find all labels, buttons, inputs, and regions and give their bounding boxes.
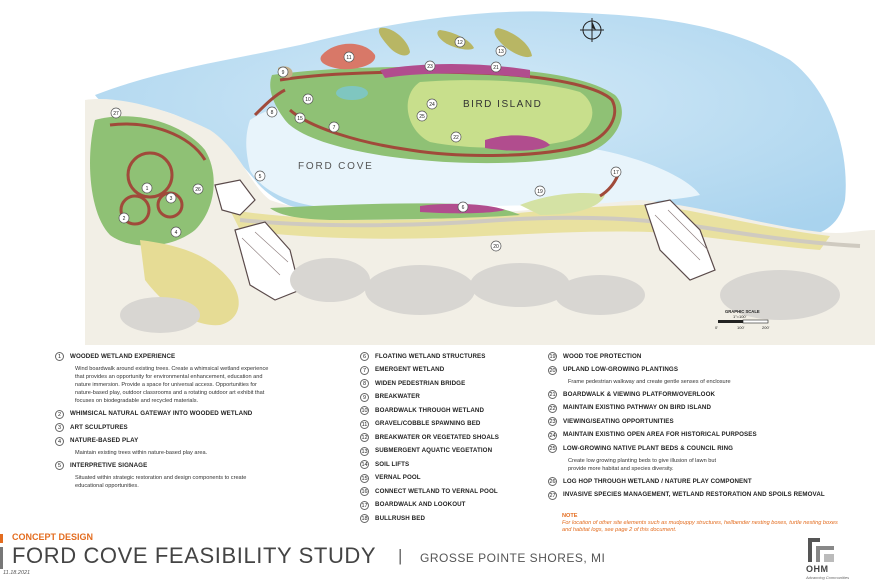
svg-text:17: 17 <box>613 169 619 176</box>
svg-text:1: 1 <box>145 185 149 192</box>
svg-text:15: 15 <box>297 115 303 122</box>
legend-item-number: 24 <box>549 432 556 439</box>
legend-item <box>55 410 335 419</box>
scale-title: GRAPHIC SCALE <box>725 309 760 314</box>
svg-text:13: 13 <box>498 48 504 55</box>
legend-item <box>360 420 540 429</box>
ohm-logo-icon <box>806 536 836 564</box>
site-marker-27 <box>111 108 121 118</box>
site-marker-3 <box>166 193 176 203</box>
legend-item <box>548 390 858 399</box>
legend-item <box>55 437 335 446</box>
site-marker-15 <box>295 113 305 123</box>
svg-text:26: 26 <box>195 186 201 193</box>
legend-item-number: 4 <box>55 437 64 446</box>
ohm-brand: OHM <box>806 564 829 574</box>
legend-item-number: 20 <box>549 367 556 374</box>
site-marker-8 <box>267 107 277 117</box>
legend-item-title: BOARDWALK & VIEWING PLATFORM/OVERLOOK <box>563 390 716 398</box>
site-marker-22 <box>451 132 461 142</box>
legend-item <box>55 423 335 432</box>
legend-item-number: 16 <box>361 489 368 495</box>
note-label: NOTE <box>562 513 578 519</box>
legend-item <box>360 366 540 375</box>
legend-item <box>360 379 540 388</box>
legend-item-number: 11 <box>361 421 368 428</box>
svg-text:8: 8 <box>270 109 274 116</box>
scale-tick-0: 0' <box>715 325 718 330</box>
legend-item-title: MAINTAIN EXISTING PATHWAY ON BIRD ISLAND <box>563 404 712 412</box>
scale-tick-100: 100' <box>737 325 745 330</box>
svg-text:21: 21 <box>493 64 499 71</box>
title-separator: | <box>398 546 403 565</box>
site-marker-4 <box>171 227 181 237</box>
legend-item-title: UPLAND LOW-GROWING PLANTINGS <box>563 366 679 373</box>
legend-item-number: 22 <box>549 405 556 412</box>
note-text: For location of other site elements such as mudpuppy structures, hellbender nesting boxes, turtle nesting boxes and habitat logs, see page 2 of this document. <box>562 520 838 533</box>
vernal-pool <box>336 86 368 100</box>
ford-cove-label: FORD COVE <box>298 161 374 172</box>
site-marker-17 <box>611 167 621 177</box>
site-marker-19 <box>535 186 545 196</box>
svg-text:24: 24 <box>429 101 435 108</box>
legend-item-number: 14 <box>361 462 368 468</box>
legend-item-title: SUBMERGENT AQUATIC VEGETATION <box>375 447 493 454</box>
svg-text:22: 22 <box>453 134 459 141</box>
legend-item-title: BREAKWATER <box>375 393 420 400</box>
svg-text:12: 12 <box>457 39 463 46</box>
concept-design-label: CONCEPT DESIGN <box>12 532 94 542</box>
site-marker-12 <box>455 37 465 47</box>
legend-item-title: CONNECT WETLAND TO VERNAL POOL <box>375 487 498 495</box>
bird-island-label: BIRD ISLAND <box>463 99 543 110</box>
page-title: FORD COVE FEASIBILITY STUDY <box>12 543 377 568</box>
svg-text:6: 6 <box>461 204 465 211</box>
legend-column-1 <box>55 352 335 494</box>
legend-item-number: 1 <box>55 352 64 361</box>
legend-item <box>360 514 540 523</box>
legend-item-number: 23 <box>549 419 556 426</box>
legend-item-description: Situated within strategic restoration and design components to create educational opportunities. <box>75 474 247 489</box>
legend-item-number: 2 <box>55 410 64 419</box>
site-marker-23 <box>425 61 435 71</box>
legend-item-number: 7 <box>360 366 369 375</box>
legend-item-title: VERNAL POOL <box>375 474 421 481</box>
legend-item-title: BULLRUSH BED <box>375 514 426 522</box>
legend-item <box>548 352 858 361</box>
scale-tick-200: 200' <box>762 325 770 330</box>
svg-text:19: 19 <box>537 188 543 195</box>
legend-item-number: 26 <box>549 479 556 486</box>
site-marker-21 <box>491 62 501 72</box>
legend-item-description: Create low growing planting beds to give illusion of lawn but provide more habitat and species diversity. <box>568 457 717 472</box>
svg-text:2: 2 <box>122 215 126 222</box>
legend-item-number: 18 <box>361 516 368 522</box>
legend-item-title: WIDEN PEDESTRIAN BRIDGE <box>375 379 466 387</box>
legend-item <box>360 501 540 510</box>
legend-item-number: 12 <box>361 435 368 441</box>
legend-item <box>360 474 540 483</box>
svg-text:7: 7 <box>332 124 336 131</box>
site-marker-5 <box>255 171 265 181</box>
footer-gray-bar <box>0 547 3 569</box>
legend-item-number: 3 <box>55 423 64 432</box>
legend-item <box>548 491 858 500</box>
svg-text:3: 3 <box>169 195 173 202</box>
site-marker-6 <box>458 202 468 212</box>
legend-column-2 <box>360 352 540 528</box>
title-block <box>0 528 875 580</box>
legend-item <box>548 477 858 486</box>
legend-item <box>55 461 335 470</box>
legend-item-title: LOG HOP THROUGH WETLAND / NATURE PLAY COMPONENT <box>563 477 752 485</box>
date-label: 11.18.2021 <box>3 570 31 576</box>
site-marker-11 <box>344 52 354 62</box>
legend-item <box>360 433 540 442</box>
legend-item <box>360 460 540 469</box>
legend-item-title: BREAKWATER OR VEGETATED SHOALS <box>375 433 499 441</box>
legend-item <box>548 417 858 426</box>
legend-item <box>55 352 335 361</box>
legend-item-number: 5 <box>55 461 64 470</box>
legend-item-title: MAINTAIN EXISTING OPEN AREA FOR HISTORICAL PURPOSES <box>563 431 757 439</box>
graphic-scale-bar <box>718 320 768 323</box>
legend-item <box>548 444 858 453</box>
svg-text:20: 20 <box>493 243 499 250</box>
legend-item-title: WOOD TOE PROTECTION <box>563 352 642 360</box>
legend-item-number: 17 <box>361 502 368 509</box>
legend-item-number: 19 <box>549 354 556 360</box>
legend-item-title: INVASIVE SPECIES MANAGEMENT, WETLAND RESTORATION AND SPOILS REMOVAL <box>563 491 825 499</box>
legend-item-title: VIEWING/SEATING OPPORTUNITIES <box>563 417 674 425</box>
legend-item-number: 8 <box>360 379 369 388</box>
legend-item <box>548 404 858 413</box>
legend-column-3 <box>548 352 858 504</box>
legend-item-title: SOIL LIFTS <box>375 460 410 468</box>
legend-item-title: BOARDWALK THROUGH WETLAND <box>375 406 485 414</box>
site-marker-1 <box>142 183 152 193</box>
legend-item-title: LOW-GROWING NATIVE PLANT BEDS & COUNCIL RING <box>563 444 734 452</box>
svg-text:27: 27 <box>113 110 119 117</box>
legend-item-title: BOARDWALK AND LOOKOUT <box>375 501 466 508</box>
legend-item-number: 13 <box>361 448 368 455</box>
legend-item-number: 25 <box>549 446 556 453</box>
legend-item-description: Maintain existing trees within nature-based play area. <box>75 450 208 457</box>
legend-item-title: WOODED WETLAND EXPERIENCE <box>70 352 176 360</box>
legend-item <box>360 393 540 402</box>
legend-item-title: EMERGENT WETLAND <box>375 366 445 373</box>
legend-item <box>360 406 540 415</box>
legend-item-title: WHIMSICAL NATURAL GATEWAY INTO WOODED WETLAND <box>70 410 253 418</box>
svg-text:23: 23 <box>427 63 433 70</box>
location-label: GROSSE POINTE SHORES, MI <box>420 551 606 565</box>
legend-item-number: 15 <box>361 475 368 482</box>
svg-text:10: 10 <box>305 96 311 103</box>
site-marker-26 <box>193 184 203 194</box>
legend-item-number: 9 <box>360 393 369 402</box>
footer-orange-bar <box>0 534 3 543</box>
legend-item-title: NATURE-BASED PLAY <box>70 437 139 445</box>
svg-text:4: 4 <box>174 229 178 236</box>
legend-item <box>360 447 540 456</box>
site-marker-7 <box>329 122 339 132</box>
legend-item-number: 6 <box>360 352 369 361</box>
scale-ratio: 1"=100' <box>733 314 747 319</box>
site-marker-2 <box>119 213 129 223</box>
legend <box>0 348 875 520</box>
site-marker-25 <box>417 111 427 121</box>
svg-text:9: 9 <box>281 69 285 76</box>
legend-item-title: ART SCULPTURES <box>70 423 128 431</box>
ohm-tagline: Advancing Communities <box>806 575 850 580</box>
site-marker-10 <box>303 94 313 104</box>
legend-item <box>548 431 858 440</box>
legend-item-title: GRAVEL/COBBLE SPAWNING BED <box>375 420 481 427</box>
site-marker-24 <box>427 99 437 109</box>
legend-item-title: INTERPRETIVE SIGNAGE <box>70 461 148 469</box>
legend-item-title: FLOATING WETLAND STRUCTURES <box>375 352 486 360</box>
svg-text:11: 11 <box>346 54 352 61</box>
legend-item-description: Frame pedestrian walkway and create gentle senses of enclosure <box>568 379 731 385</box>
svg-text:5: 5 <box>258 173 262 180</box>
svg-text:25: 25 <box>419 113 425 120</box>
legend-item <box>548 366 858 375</box>
legend-item-description: Wind boardwalk around existing trees. Create a whimsical wetland experience that provides an opportunity for environmental enhancement, education and nature immersion. Provide a space for universal access. Opportunities for nature-based play, outdoor classrooms and a rotating outdoor art exhibit that focuses on biodegradable and recycled materials. <box>75 365 269 405</box>
site-marker-9 <box>278 67 288 77</box>
legend-item-number: 21 <box>549 392 556 399</box>
legend-item-number: 10 <box>361 408 368 414</box>
legend-item <box>360 352 540 361</box>
site-marker-20 <box>491 241 501 251</box>
site-marker-13 <box>496 46 506 56</box>
legend-item <box>360 487 540 496</box>
legend-item-number: 27 <box>549 492 556 499</box>
